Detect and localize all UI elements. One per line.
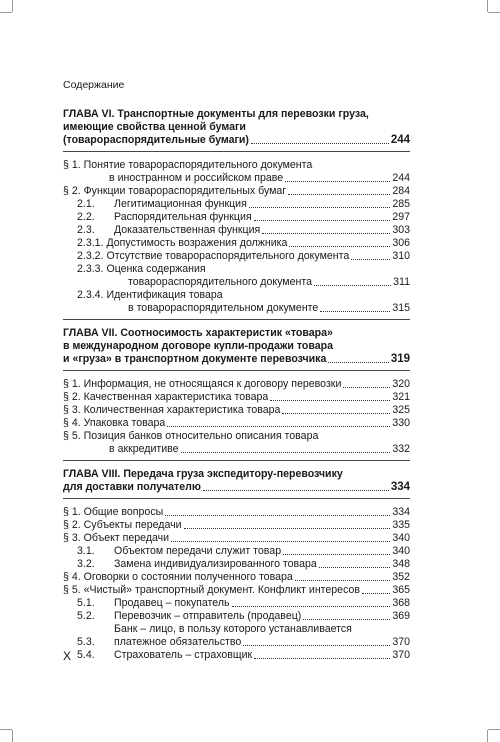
chapter-title-line: и «груза» в транспортном документе перевозчика	[63, 353, 327, 365]
toc-entry	[63, 211, 410, 224]
page-number: 297	[392, 211, 410, 223]
toc-entry	[63, 250, 410, 263]
entry-number: 2.2.	[77, 211, 95, 223]
divider	[63, 498, 410, 499]
dot-leader	[362, 593, 390, 594]
toc-entry	[63, 198, 410, 211]
entry-title: платежное обязательство	[114, 636, 242, 648]
dot-leader	[254, 220, 391, 221]
entry-title: в аккредитиве	[109, 443, 179, 455]
table-of-contents	[63, 108, 410, 662]
dot-leader	[203, 490, 389, 491]
crop-mark	[487, 730, 488, 742]
crop-mark	[0, 12, 12, 13]
page-number: 334	[390, 481, 410, 493]
dot-leader	[285, 181, 390, 182]
divider	[63, 319, 410, 320]
crop-mark	[488, 729, 500, 730]
page-number: 334	[392, 506, 410, 518]
toc-entry	[63, 610, 410, 623]
dot-leader	[343, 387, 390, 388]
chapter-title-line: ГЛАВА VII. Соотносимость характеристик «товара»	[63, 327, 333, 339]
dot-leader	[351, 259, 390, 260]
entry-number: § 2.	[63, 519, 81, 531]
dot-leader	[303, 619, 390, 620]
entry-number: 2.3.3.	[77, 263, 104, 275]
toc-entry	[63, 185, 410, 198]
entry-number: 2.1.	[77, 198, 95, 210]
dot-leader	[289, 246, 390, 247]
entry-number: 5.4.	[77, 649, 95, 661]
entry-title: Легитимационная функция	[114, 198, 247, 210]
toc-entry	[63, 558, 410, 571]
page-number: 325	[392, 404, 410, 416]
page-number: 244	[392, 172, 410, 184]
chapter-heading	[63, 108, 410, 147]
dot-leader	[165, 515, 390, 516]
page-number: 335	[392, 519, 410, 531]
entry-number: 3.2.	[77, 558, 95, 570]
page-number: 370	[392, 649, 410, 661]
entry-title: Количественная характеристика товара	[83, 404, 281, 416]
entry-title: Страхователь – страховщик	[114, 649, 253, 661]
entry-title: Субъекты передачи	[83, 519, 182, 531]
toc-entry	[63, 519, 410, 532]
toc-entry	[63, 584, 410, 597]
entry-number: § 1.	[63, 378, 81, 390]
divider	[63, 151, 410, 152]
entry-number: § 3.	[63, 404, 81, 416]
dot-leader	[288, 194, 390, 195]
entry-number: § 5.	[63, 430, 81, 442]
dot-leader	[184, 528, 391, 529]
chapter-title-line: для доставки получателю	[63, 481, 201, 493]
page-number: 365	[392, 584, 410, 596]
page-number: 330	[392, 417, 410, 429]
crop-mark	[488, 12, 500, 13]
page-folio: X	[63, 649, 72, 663]
entry-number: § 4.	[63, 571, 81, 583]
toc-entry	[63, 649, 410, 662]
chapter-heading	[63, 468, 410, 494]
toc-entry	[63, 224, 410, 237]
toc-entry	[63, 623, 410, 649]
crop-mark	[12, 730, 13, 742]
entry-title: Информация, не относящаяся к договору перевозки	[83, 378, 342, 390]
entry-title: Оценка содержания	[106, 263, 206, 275]
section-list	[63, 506, 410, 662]
entry-title: Распорядительная функция	[114, 211, 252, 223]
toc-entry	[63, 597, 410, 610]
entry-title: Отсутствие товарораспорядительного документа	[106, 250, 350, 262]
page-number: 348	[392, 558, 410, 570]
dot-leader	[282, 413, 390, 414]
page-number: 310	[392, 250, 410, 262]
chapter-heading	[63, 327, 410, 366]
toc-entry	[63, 289, 410, 315]
toc-entry	[63, 545, 410, 558]
running-header: Содержание	[63, 79, 125, 91]
page-number: 320	[392, 378, 410, 390]
toc-entry	[63, 506, 410, 519]
section-list	[63, 378, 410, 456]
page-number: 303	[392, 224, 410, 236]
chapter-title-line: (товарораспорядительные бумаги)	[63, 134, 249, 146]
dot-leader	[262, 233, 390, 234]
entry-title: Общие вопросы	[83, 506, 164, 518]
page-number: 369	[392, 610, 410, 622]
entry-number: 5.3.	[77, 636, 95, 648]
entry-title: Оговорки о состоянии полученного товара	[83, 571, 293, 583]
entry-title: Объектом передачи служит товар	[114, 545, 282, 557]
toc-entry	[63, 237, 410, 250]
dot-leader	[295, 580, 391, 581]
page-number: 315	[392, 302, 410, 314]
entry-title: Упаковка товара	[83, 417, 166, 429]
entry-number: 2.3.2.	[77, 250, 104, 262]
entry-number: 3.1.	[77, 545, 95, 557]
entry-number: 2.3.	[77, 224, 95, 236]
toc-entry	[63, 571, 410, 584]
page-number: 284	[392, 185, 410, 197]
page-number: 368	[392, 597, 410, 609]
divider	[63, 460, 410, 461]
entry-title: Идентификация товара	[106, 289, 223, 301]
toc-entry	[63, 404, 410, 417]
divider	[63, 370, 410, 371]
entry-number: § 2.	[63, 185, 81, 197]
page-number: 311	[393, 276, 410, 288]
chapter-title-line: ГЛАВА VI. Транспортные документы для перевозки груза,	[63, 108, 369, 120]
entry-number: § 3.	[63, 532, 81, 544]
page-number: 319	[390, 353, 410, 365]
entry-number: § 5.	[63, 584, 81, 596]
entry-number: § 1.	[63, 506, 81, 518]
entry-title: Банк – лицо, в пользу которого устанавливается	[114, 623, 352, 635]
dot-leader	[167, 426, 390, 427]
page-number: 340	[392, 532, 410, 544]
entry-title: Качественная характеристика товара	[83, 391, 269, 403]
dot-leader	[328, 362, 388, 363]
entry-title: Продавец – покупатель	[114, 597, 230, 609]
dot-leader	[314, 285, 391, 286]
entry-title: в товарораспорядительном документе	[128, 302, 319, 314]
page-number: 306	[392, 237, 410, 249]
chapter-title-line: в международном договоре купли-продажи товара	[63, 340, 334, 352]
page-number: 340	[392, 545, 410, 557]
dot-leader	[232, 606, 391, 607]
entry-title: Перевозчик – отправитель (продавец)	[114, 610, 302, 622]
page-number: 352	[392, 571, 410, 583]
page-number: 332	[392, 443, 410, 455]
page-number: 244	[390, 134, 410, 146]
crop-mark	[0, 729, 12, 730]
crop-mark	[12, 0, 13, 12]
entry-number: § 4.	[63, 417, 81, 429]
crop-mark	[487, 0, 488, 12]
section-list	[63, 159, 410, 315]
entry-title: Замена индивидуализированного товара	[114, 558, 317, 570]
entry-number: 2.3.1.	[77, 237, 104, 249]
entry-number: 5.2.	[77, 610, 95, 622]
toc-entry	[63, 430, 410, 456]
entry-title: Объект передачи	[83, 532, 170, 544]
entry-title: Понятие товарораспорядительного документа	[83, 159, 313, 171]
entry-number: § 2.	[63, 391, 81, 403]
dot-leader	[319, 567, 391, 568]
dot-leader	[181, 452, 391, 453]
toc-entry	[63, 532, 410, 545]
page-number: 285	[392, 198, 410, 210]
chapter-title-line: ГЛАВА VIII. Передача груза экспедитору-перевозчику	[63, 468, 343, 480]
entry-title: Позиция банков относительно описания товара	[83, 430, 319, 442]
entry-number: § 1.	[63, 159, 81, 171]
page-number: 370	[392, 636, 410, 648]
toc-entry	[63, 378, 410, 391]
toc-entry	[63, 391, 410, 404]
dot-leader	[249, 207, 390, 208]
dot-leader	[283, 554, 390, 555]
dot-leader	[320, 311, 390, 312]
dot-leader	[171, 541, 390, 542]
dot-leader	[254, 658, 390, 659]
entry-number: 5.1.	[77, 597, 95, 609]
entry-title: товарораспорядительного документа	[128, 276, 312, 288]
dot-leader	[270, 400, 390, 401]
toc-entry	[63, 159, 410, 185]
dot-leader	[251, 143, 389, 144]
page-number: 321	[392, 391, 410, 403]
entry-title: Доказательственная функция	[114, 224, 261, 236]
chapter-title-line: имеющие свойства ценной бумаги	[63, 121, 246, 133]
entry-title: Функции товарораспорядительных бумаг	[83, 185, 287, 197]
entry-title: в иностранном и российском праве	[109, 172, 284, 184]
entry-title: Допустимость возражения должника	[106, 237, 288, 249]
entry-title: «Чистый» транспортный документ. Конфликт интересов	[83, 584, 361, 596]
entry-number: 2.3.4.	[77, 289, 104, 301]
toc-entry	[63, 417, 410, 430]
dot-leader	[243, 645, 390, 646]
toc-entry	[63, 263, 410, 289]
